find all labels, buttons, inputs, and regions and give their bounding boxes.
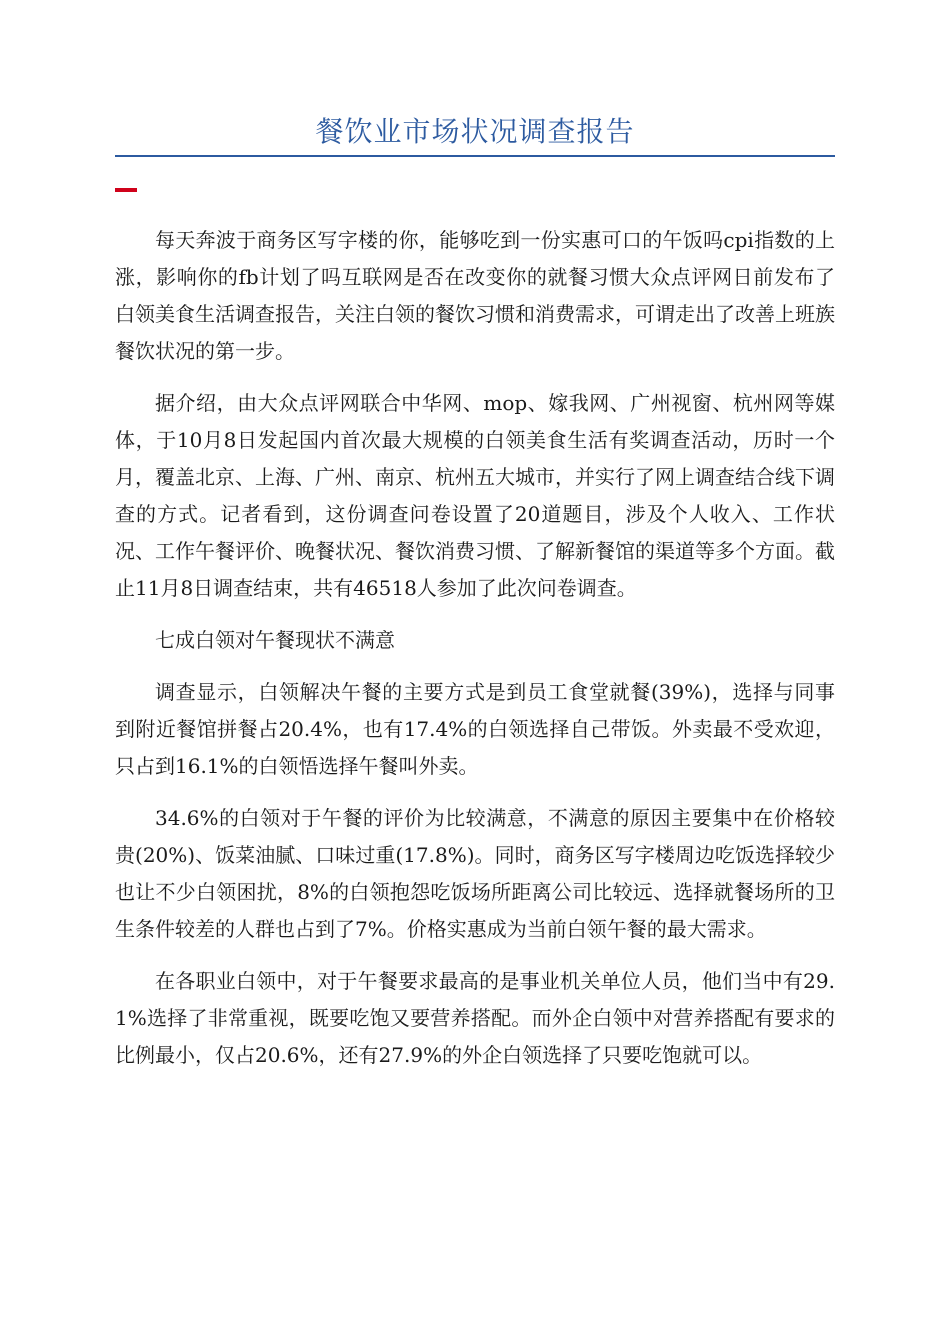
paragraph-intro: 每天奔波于商务区写字楼的你，能够吃到一份实惠可口的午饭吗cpi指数的上涨，影响你的fb计划了吗互联网是否在改变你的就餐习惯大众点评网日前发布了白领美食生活调查报告，关注白领的餐饮习惯和消费需求，可谓走出了改善上班族餐饮状况的第一步。 xyxy=(115,228,835,363)
section-marker xyxy=(115,188,137,192)
page-title: 餐饮业市场状况调查报告 xyxy=(315,115,635,148)
paragraph-lunch-satisfaction: 34.6%的白领对于午餐的评价为比较满意，不满意的原因主要集中在价格较贵(20%)、饭菜油腻、口味过重(17.8%)。同时，商务区写字楼周边吃饭选择较少也让不少白领困扰，8%的白领抱怨吃饭场所距离公司比较远、选择就餐场所的卫生条件较差的人群也占到了7%。价格实惠成为当前白领午餐的最大需求。 xyxy=(115,806,835,941)
title-underline xyxy=(115,155,835,157)
document-body xyxy=(115,222,835,1089)
section-heading-lunch: 七成白领对午餐现状不满意 xyxy=(155,628,395,652)
paragraph-occupation-comparison: 在各职业白领中，对于午餐要求最高的是事业机关单位人员，他们当中有29.1%选择了非常重视，既要吃饱又要营养搭配。而外企白领中对营养搭配有要求的比例最小，仅占20.6%，还有27.9%的外企白领选择了只要吃饱就可以。 xyxy=(115,969,835,1067)
paragraph-survey-method: 据介绍，由大众点评网联合中华网、mop、嫁我网、广州视窗、杭州网等媒体，于10月8日发起国内首次最大规模的白领美食生活有奖调查活动，历时一个月，覆盖北京、上海、广州、南京、杭州五大城市，并实行了网上调查结合线下调查的方式。记者看到，这份调查问卷设置了20道题目，涉及个人收入、工作状况、工作午餐评价、晚餐状况、餐饮消费习惯、了解新餐馆的渠道等多个方面。截止11月8日调查结束，共有46518人参加了此次问卷调查。 xyxy=(115,391,835,600)
paragraph-lunch-methods: 调查显示，白领解决午餐的主要方式是到员工食堂就餐(39%)，选择与同事到附近餐馆拼餐占20.4%，也有17.4%的白领选择自己带饭。外卖最不受欢迎，只占到16.1%的白领悟选择午餐叫外卖。 xyxy=(115,680,835,778)
